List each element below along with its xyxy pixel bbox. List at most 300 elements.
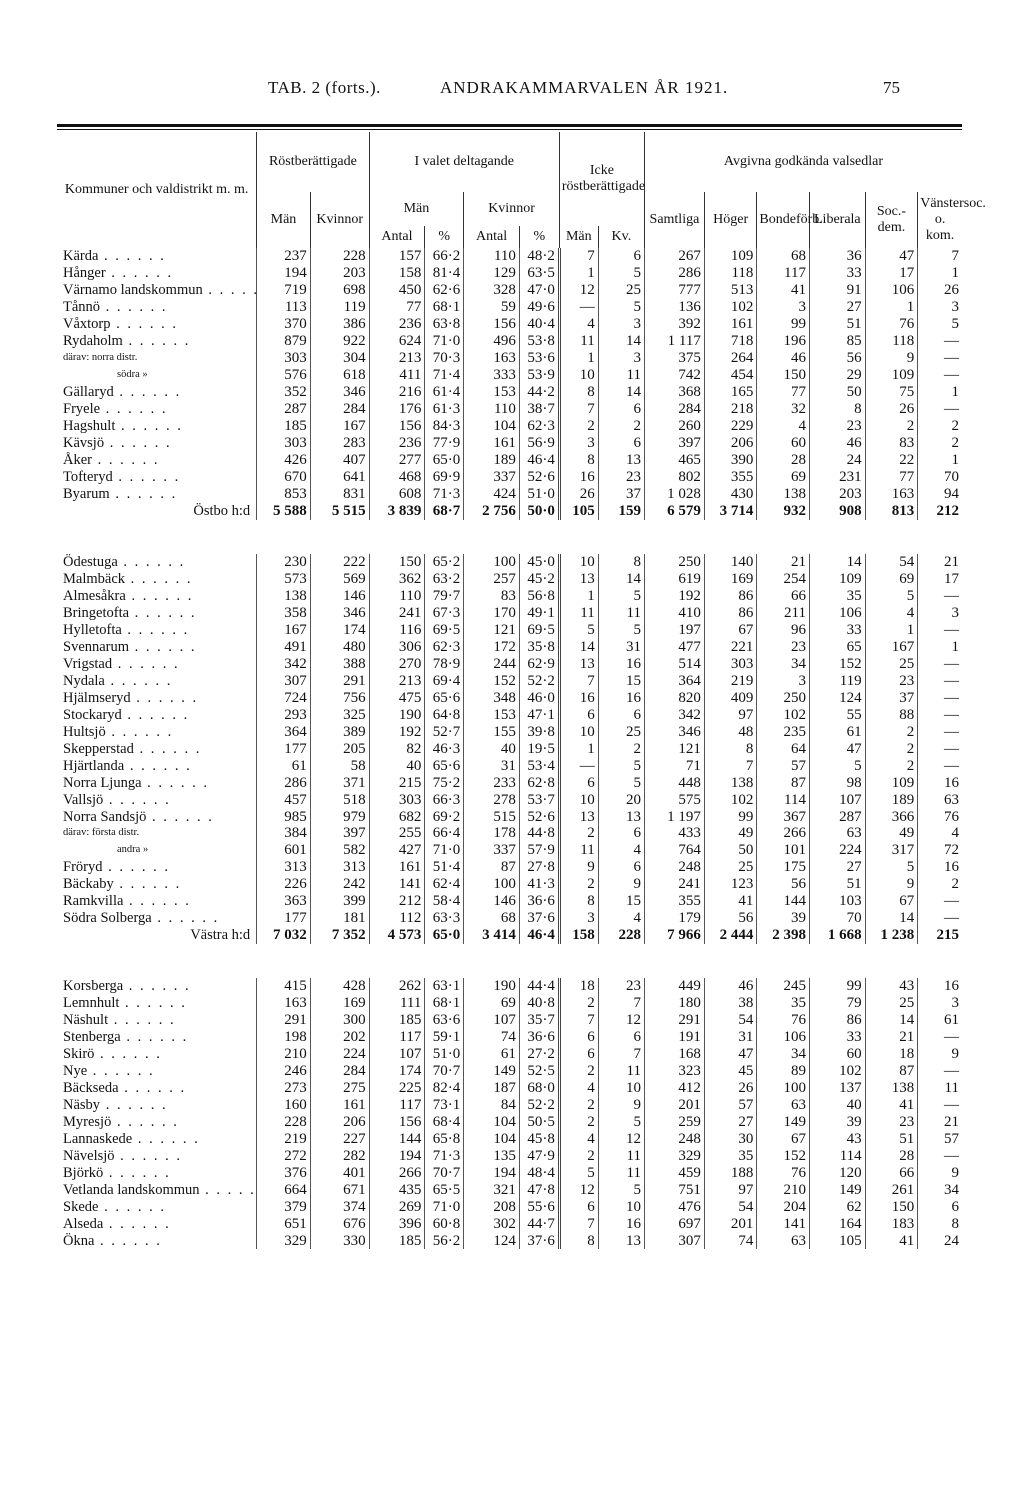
cell: 6 [559, 1046, 598, 1063]
cell: 140 [704, 554, 757, 571]
cell: 71·0 [425, 333, 464, 350]
cell: 94 [918, 486, 962, 503]
cell: 40·4 [519, 316, 559, 333]
cell: 73·1 [425, 1097, 464, 1114]
cell: 228 [257, 1114, 311, 1131]
cell: 468 [369, 469, 425, 486]
cell: 245 [757, 978, 810, 995]
district-name: Hjälmseryd . . . [57, 689, 257, 706]
cell: 44·2 [519, 384, 559, 401]
table-row [57, 893, 962, 910]
spacer-cell [57, 520, 962, 554]
cell: 2 [559, 876, 598, 893]
cell: 41 [865, 1097, 918, 1114]
cell: 56 [809, 350, 865, 367]
cell: 82·4 [425, 1080, 464, 1097]
cell: 191 [644, 1029, 704, 1046]
table-row [57, 740, 962, 757]
cell: 82 [369, 740, 425, 757]
cell: 215 [918, 927, 962, 944]
cell: 802 [644, 469, 704, 486]
cell: 37 [865, 689, 918, 706]
cell: 676 [310, 1215, 369, 1232]
cell: 11 [559, 333, 598, 350]
cell: 31 [704, 1029, 757, 1046]
cell: — [918, 350, 962, 367]
cell: 9 [559, 859, 598, 876]
cell: 374 [310, 1198, 369, 1215]
cell: 364 [644, 672, 704, 689]
cell: 14 [865, 910, 918, 927]
cell: 69 [757, 469, 810, 486]
cell: 169 [704, 570, 757, 587]
cell: 430 [704, 486, 757, 503]
cell: 32 [757, 401, 810, 418]
cell: 34 [757, 1046, 810, 1063]
table-head [57, 132, 986, 248]
cell: 236 [369, 316, 425, 333]
cell: 300 [310, 1012, 369, 1029]
cell: 64 [757, 740, 810, 757]
cell: 215 [369, 774, 425, 791]
cell: 45·8 [519, 1131, 559, 1148]
top-rule-thin [57, 129, 962, 130]
table-row [57, 384, 962, 401]
cell: 47·8 [519, 1181, 559, 1198]
election-table [57, 132, 986, 1249]
cell: 323 [644, 1063, 704, 1080]
cell: 3 714 [704, 503, 757, 520]
cell: 26 [559, 486, 598, 503]
cell: 259 [644, 1114, 704, 1131]
cell: 4 [559, 1131, 598, 1148]
total-row [57, 927, 962, 944]
cell: 43 [865, 978, 918, 995]
cell: 47·1 [519, 706, 559, 723]
cell: 697 [644, 1215, 704, 1232]
table-row [57, 1147, 962, 1164]
spacer-row [57, 944, 962, 978]
cell: 7 352 [310, 927, 369, 944]
cell: 25 [865, 995, 918, 1012]
cell: 465 [644, 452, 704, 469]
cell: 36·6 [519, 893, 559, 910]
cell: 52·2 [519, 1097, 559, 1114]
cell: 6 [598, 435, 644, 452]
total-row [57, 503, 962, 520]
cell: 21 [865, 1029, 918, 1046]
table-row [57, 723, 962, 740]
cell: 1 [865, 621, 918, 638]
district-name: Ramkvilla . . . [57, 893, 257, 910]
cell: 718 [704, 333, 757, 350]
cell: 153 [464, 706, 520, 723]
cell: 104 [464, 1114, 520, 1131]
cell: 88 [865, 706, 918, 723]
cell: 348 [464, 689, 520, 706]
cell: 6 [598, 859, 644, 876]
district-name: Björkö . . . [57, 1164, 257, 1181]
cell: 12 [598, 1131, 644, 1148]
cell: 51·4 [425, 859, 464, 876]
cell: 52·5 [519, 1063, 559, 1080]
cell: 63 [809, 825, 865, 842]
cell: 28 [865, 1147, 918, 1164]
cell: 2 [865, 757, 918, 774]
cell: 98 [809, 774, 865, 791]
cell: — [918, 655, 962, 672]
cell: 282 [310, 1147, 369, 1164]
cell: 513 [704, 282, 757, 299]
cell: 582 [310, 842, 369, 859]
district-name: Lemnhult . . . [57, 995, 257, 1012]
district-name: Vrigstad . . . [57, 655, 257, 672]
cell: — [918, 706, 962, 723]
cell: 102 [757, 706, 810, 723]
cell: 304 [310, 350, 369, 367]
cell: 150 [369, 554, 425, 571]
cell: 6 [598, 825, 644, 842]
cell: 97 [704, 706, 757, 723]
cell: 167 [257, 621, 311, 638]
cell: 27 [809, 859, 865, 876]
cell: 376 [257, 1164, 311, 1181]
cell: 329 [257, 1232, 311, 1249]
cell: 56 [757, 876, 810, 893]
district-name: Bringetofta . . . [57, 604, 257, 621]
cell: 13 [598, 1232, 644, 1249]
cell: 410 [644, 604, 704, 621]
cell: 51·0 [425, 1046, 464, 1063]
cell: 69·5 [519, 621, 559, 638]
cell: 152 [464, 672, 520, 689]
cell: 287 [809, 808, 865, 825]
cell: 230 [257, 554, 311, 571]
cell: 106 [757, 1029, 810, 1046]
table-row [57, 876, 962, 893]
cell: 87 [865, 1063, 918, 1080]
cell: 11 [918, 1080, 962, 1097]
cell: 7 [598, 995, 644, 1012]
cell: 59·1 [425, 1029, 464, 1046]
cell: 7 032 [257, 927, 311, 944]
cell: 190 [369, 706, 425, 723]
cell: 68·4 [425, 1114, 464, 1131]
cell: 313 [257, 859, 311, 876]
cell: 211 [757, 604, 810, 621]
cell: 2 [865, 740, 918, 757]
cell: 10 [559, 791, 598, 808]
cell: 368 [644, 384, 704, 401]
cell: 77 [369, 299, 425, 316]
cell: — [918, 401, 962, 418]
cell: 65 [809, 638, 865, 655]
cell: 454 [704, 367, 757, 384]
table-row [57, 1198, 962, 1215]
district-name: Östbo h:d [193, 503, 251, 520]
cell: 44·7 [519, 1215, 559, 1232]
cell: 15 [598, 672, 644, 689]
cell: 110 [464, 401, 520, 418]
district-name: Hjärtlanda . . . [57, 757, 257, 774]
cell: 328 [464, 282, 520, 299]
cell: 109 [809, 570, 865, 587]
col-rostberattigade: Röstberättigade [257, 132, 369, 192]
cell: 6 579 [644, 503, 704, 520]
table-row [57, 401, 962, 418]
cell: 100 [757, 1080, 810, 1097]
cell: 67 [757, 1131, 810, 1148]
cell: 4 [598, 842, 644, 859]
cell: 174 [310, 621, 369, 638]
cell: 257 [464, 570, 520, 587]
cell: 2 [598, 740, 644, 757]
cell: 15 [598, 893, 644, 910]
cell: 5 [598, 265, 644, 282]
cell: 13 [598, 808, 644, 825]
cell: 168 [644, 1046, 704, 1063]
cell: 14 [809, 554, 865, 571]
cell: 922 [310, 333, 369, 350]
table-row [57, 587, 962, 604]
district-name: Våxtorp . . . [57, 316, 257, 333]
cell: 61 [464, 1046, 520, 1063]
cell: 46·3 [425, 740, 464, 757]
cell: 104 [464, 1131, 520, 1148]
cell: 61·4 [425, 384, 464, 401]
cell: 1 [559, 350, 598, 367]
cell: 219 [704, 672, 757, 689]
cell: 2 [559, 1063, 598, 1080]
cell: 167 [865, 638, 918, 655]
cell: 3 414 [464, 927, 520, 944]
cell: 57 [757, 757, 810, 774]
cell: 3 [757, 672, 810, 689]
cell: 158 [369, 265, 425, 282]
district-name: andra » [117, 844, 149, 856]
cell: 77·9 [425, 435, 464, 452]
cell: 12 [598, 1012, 644, 1029]
cell: 237 [257, 248, 311, 265]
cell: 6 [598, 248, 644, 265]
cell: 174 [369, 1063, 425, 1080]
cell: 14 [559, 638, 598, 655]
cell: 601 [257, 842, 311, 859]
cell: 89 [757, 1063, 810, 1080]
cell: 180 [644, 995, 704, 1012]
district-name: Alseda . . . [57, 1215, 257, 1232]
cell: 141 [757, 1215, 810, 1232]
cell: 110 [464, 248, 520, 265]
cell: 61 [257, 757, 311, 774]
page-number: 75 [883, 78, 900, 97]
cell: 65·0 [425, 927, 464, 944]
cell: 286 [257, 774, 311, 791]
cell: 2 [559, 995, 598, 1012]
cell: — [918, 910, 962, 927]
cell: 8 [809, 401, 865, 418]
district-name: Hultsjö . . . [57, 723, 257, 740]
cell: 67 [704, 621, 757, 638]
district-name: Stockaryd . . . [57, 706, 257, 723]
cell: 141 [369, 876, 425, 893]
cell: 415 [257, 978, 311, 995]
cell: 6 [598, 706, 644, 723]
cell: 46·4 [519, 927, 559, 944]
cell: 194 [257, 265, 311, 282]
cell: 13 [559, 570, 598, 587]
cell: 33 [809, 1029, 865, 1046]
cell: 397 [310, 825, 369, 842]
cell: 106 [809, 604, 865, 621]
cell: 26 [918, 282, 962, 299]
cell: 36·6 [519, 1029, 559, 1046]
district-name: Nydala . . . [57, 672, 257, 689]
cell: 138 [757, 486, 810, 503]
col-bondeforb: Bondeförb. [757, 192, 810, 248]
cell: 55 [809, 706, 865, 723]
cell: 3 [598, 316, 644, 333]
cell: 105 [809, 1232, 865, 1249]
cell: 63·6 [425, 1012, 464, 1029]
table-row [57, 910, 962, 927]
cell: 346 [644, 723, 704, 740]
cell: 205 [310, 740, 369, 757]
cell: 63·8 [425, 316, 464, 333]
cell: 303 [257, 435, 311, 452]
cell: 40 [464, 740, 520, 757]
cell: 7 [559, 401, 598, 418]
cell: 8 [559, 893, 598, 910]
cell: 163 [865, 486, 918, 503]
cell: 2 [559, 418, 598, 435]
cell: 266 [757, 825, 810, 842]
cell: 164 [809, 1215, 865, 1232]
cell: 475 [369, 689, 425, 706]
cell: 608 [369, 486, 425, 503]
cell: 52·7 [425, 723, 464, 740]
col-del-man: Män [369, 192, 464, 226]
cell: 6 [559, 1029, 598, 1046]
cell: 286 [644, 265, 704, 282]
district-name: Hånger . . . [57, 265, 257, 282]
cell: 46 [809, 435, 865, 452]
cell: 1 [559, 587, 598, 604]
cell: 317 [865, 842, 918, 859]
cell: 14 [598, 570, 644, 587]
cell: 100 [464, 876, 520, 893]
cell: 156 [369, 418, 425, 435]
cell: 6 [918, 1198, 962, 1215]
cell: 41 [865, 1232, 918, 1249]
cell: 2 [918, 435, 962, 452]
district-name: Vallsjö . . . [57, 791, 257, 808]
cell: 65·0 [425, 452, 464, 469]
cell: 228 [310, 248, 369, 265]
cell: 119 [310, 299, 369, 316]
cell: 163 [257, 995, 311, 1012]
cell: 86 [704, 587, 757, 604]
cell: 11 [598, 367, 644, 384]
cell: 4 [598, 910, 644, 927]
table-row [57, 808, 962, 825]
cell: 370 [257, 316, 311, 333]
cell: 87 [464, 859, 520, 876]
cell: 9 [598, 876, 644, 893]
cell: 7 966 [644, 927, 704, 944]
cell: 68·1 [425, 995, 464, 1012]
cell: 27 [809, 299, 865, 316]
cell: 55·6 [519, 1198, 559, 1215]
district-name: därav: första distr. [63, 827, 140, 839]
cell: 156 [464, 316, 520, 333]
cell: 49·6 [519, 299, 559, 316]
cell: 11 [598, 604, 644, 621]
cell: 7 [559, 1012, 598, 1029]
district-name: Västra h:d [190, 927, 251, 944]
cell: 149 [809, 1181, 865, 1198]
spacer-row [57, 520, 962, 554]
cell: 5 [865, 587, 918, 604]
cell: 270 [369, 655, 425, 672]
cell: 99 [704, 808, 757, 825]
cell: 17 [918, 570, 962, 587]
cell: 63 [757, 1097, 810, 1114]
cell: 210 [257, 1046, 311, 1063]
table-row [57, 995, 962, 1012]
cell: 47·9 [519, 1147, 559, 1164]
cell: 2 756 [464, 503, 520, 520]
cell: 216 [369, 384, 425, 401]
cell: 5 588 [257, 503, 311, 520]
cell: 45·2 [519, 570, 559, 587]
cell: 9 [918, 1164, 962, 1181]
table-row [57, 350, 962, 367]
cell: 260 [644, 418, 704, 435]
cell: 307 [257, 672, 311, 689]
cell: 2 [918, 876, 962, 893]
cell: 114 [757, 791, 810, 808]
cell: 27·8 [519, 859, 559, 876]
cell: 34 [918, 1181, 962, 1198]
cell: 119 [809, 672, 865, 689]
cell: 6 [598, 401, 644, 418]
cell: 1 238 [865, 927, 918, 944]
cell: 66 [757, 587, 810, 604]
cell: 63 [918, 791, 962, 808]
cell: 47 [809, 740, 865, 757]
spacer-cell [57, 944, 962, 978]
cell: 985 [257, 808, 311, 825]
cell: 330 [310, 1232, 369, 1249]
cell: 38·7 [519, 401, 559, 418]
cell: 23 [598, 978, 644, 995]
cell: 777 [644, 282, 704, 299]
table-row [57, 859, 962, 876]
cell: 163 [464, 350, 520, 367]
cell: 514 [644, 655, 704, 672]
cell: 60 [757, 435, 810, 452]
district-name: Näsby . . . [57, 1097, 257, 1114]
cell: 83 [464, 587, 520, 604]
cell: 224 [310, 1046, 369, 1063]
col-liberala: Liberala [809, 192, 865, 248]
cell: 70·7 [425, 1063, 464, 1080]
cell: 670 [257, 469, 311, 486]
cell: 10 [598, 1080, 644, 1097]
table-row [57, 299, 962, 316]
cell: 54 [865, 554, 918, 571]
